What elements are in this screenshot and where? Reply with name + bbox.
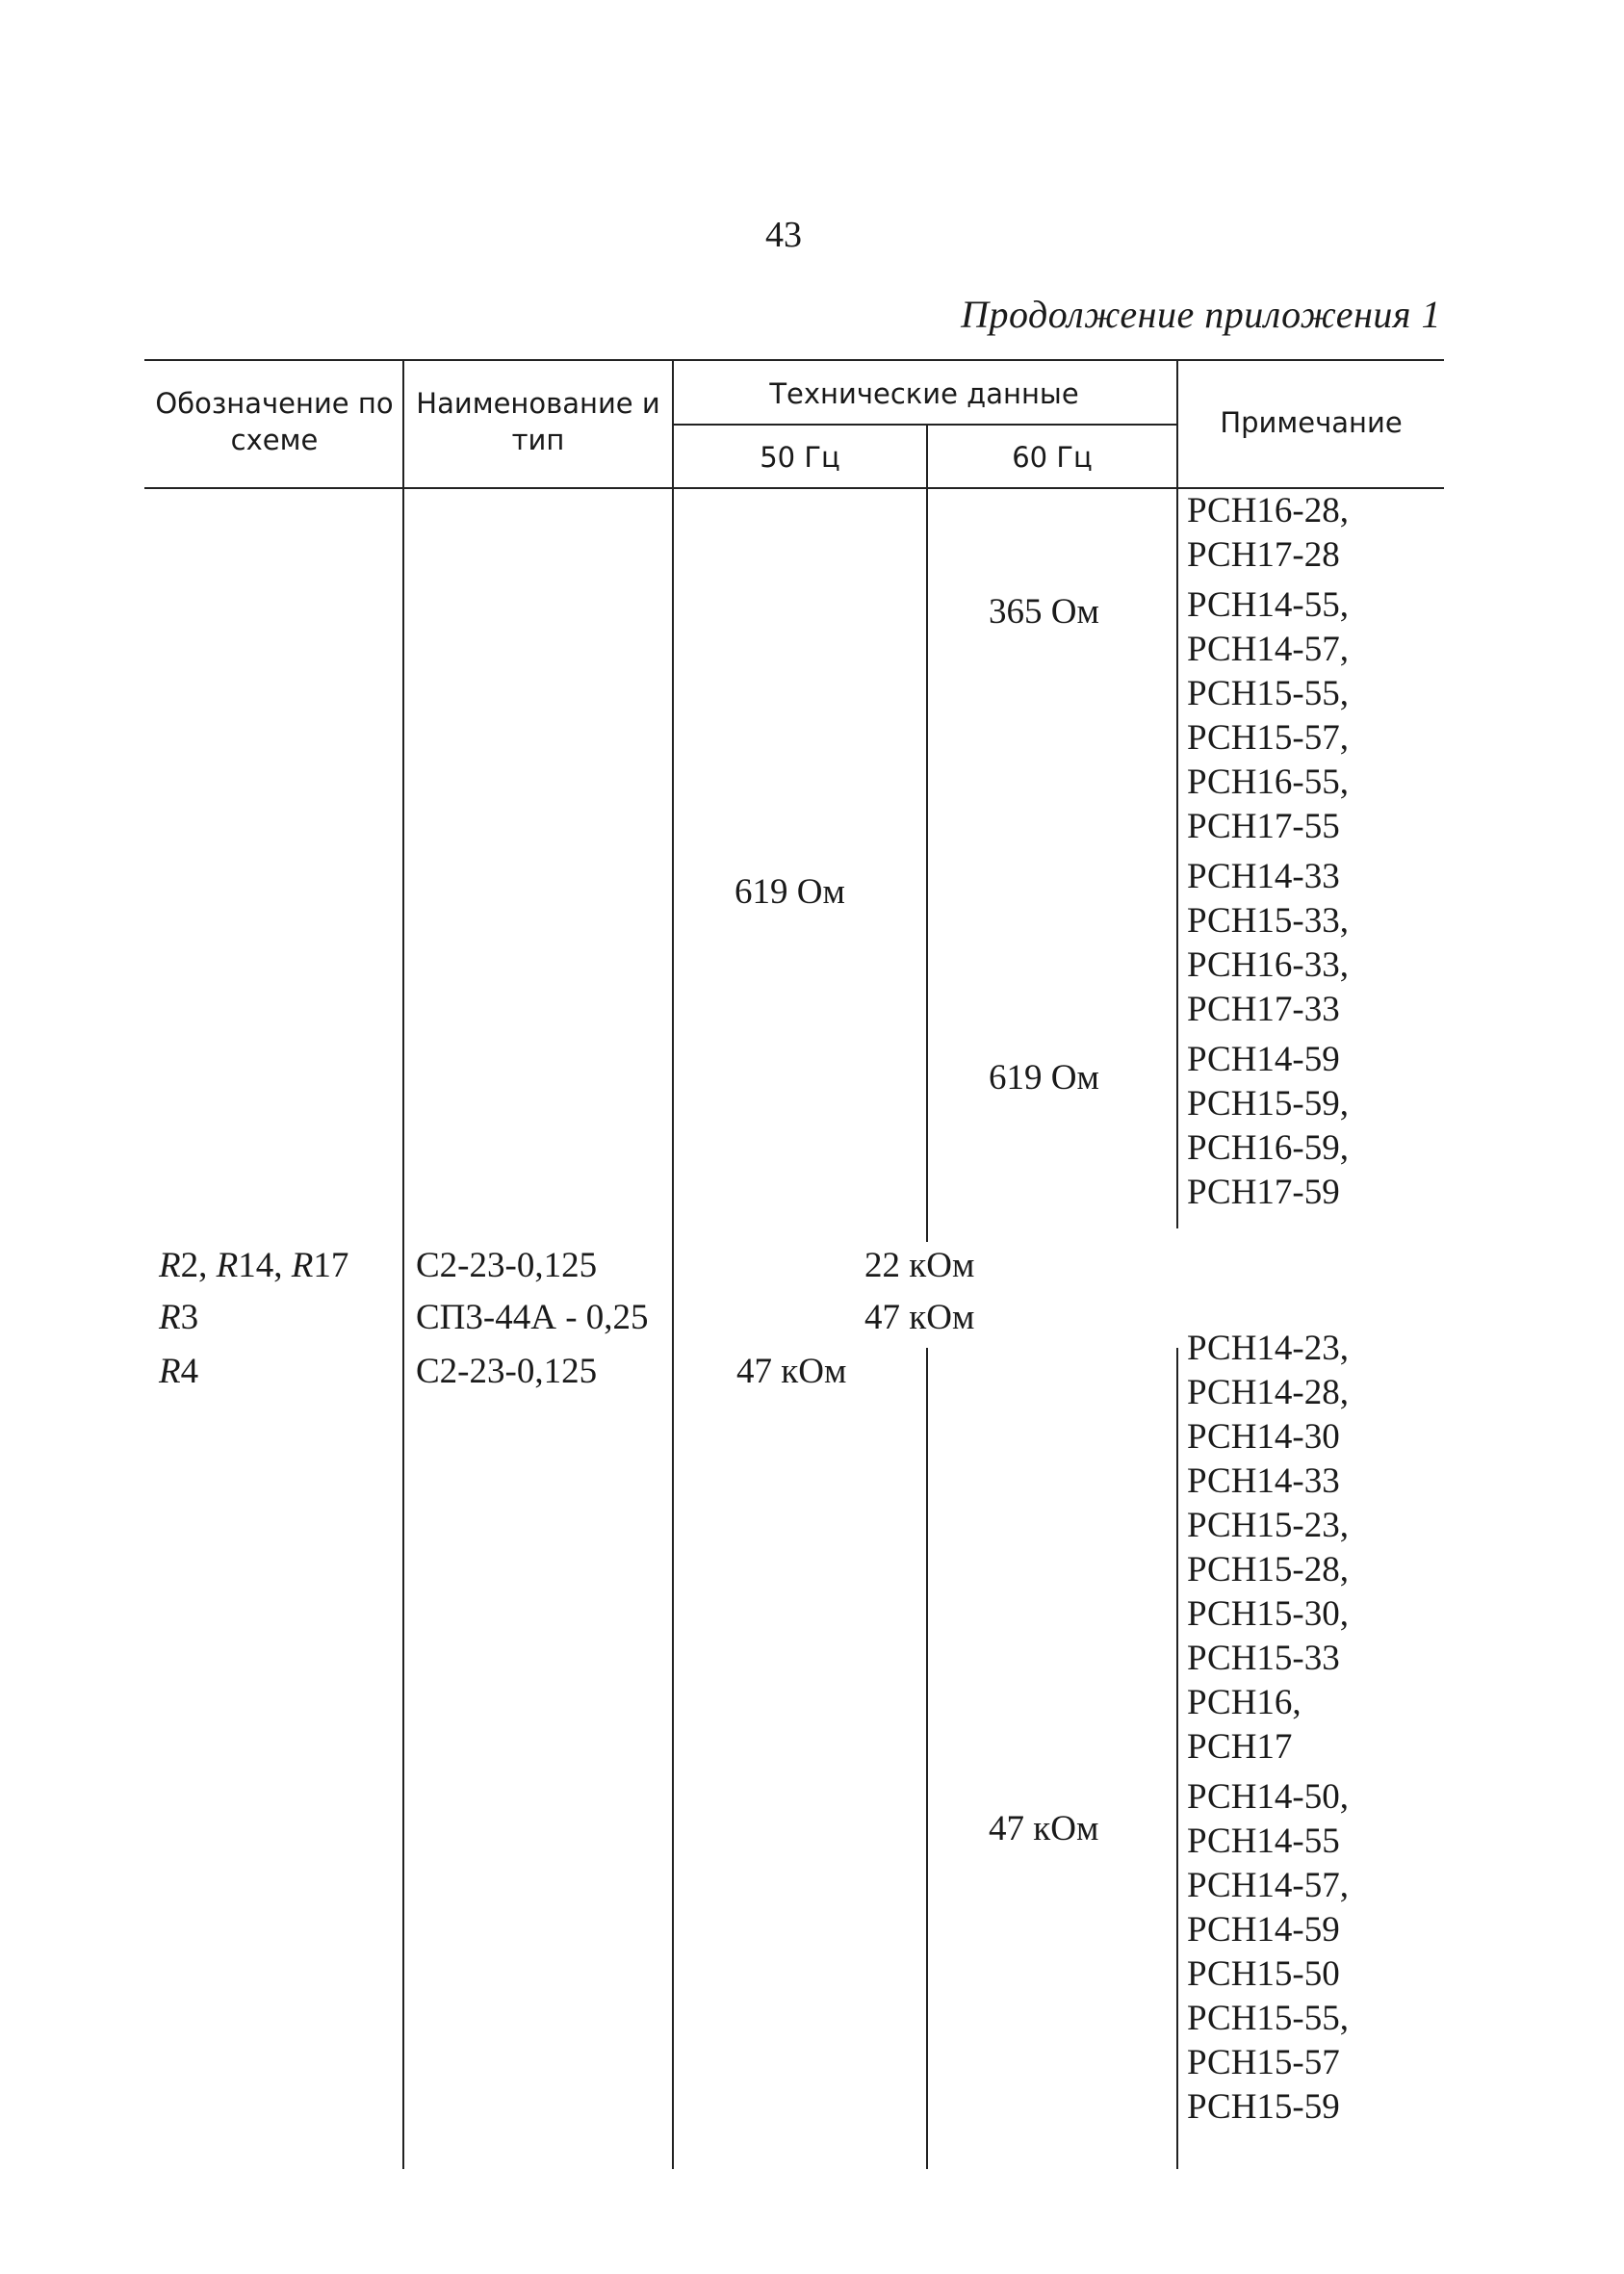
column-divider-2 (672, 359, 674, 2169)
row5-name-type: С2-23-0,125 (416, 1246, 598, 1285)
note-line: РСН15-59, (1187, 1084, 1349, 1124)
row6-name-type: СП3-44А - 0,25 (416, 1298, 649, 1337)
note-line: РСН14-55, (1187, 585, 1349, 625)
note-line: РСН16-28, (1187, 491, 1349, 530)
note-line: РСН16, (1187, 1683, 1302, 1722)
note-line: РСН15-55, (1187, 1999, 1349, 2038)
note-line: РСН14-23, (1187, 1329, 1349, 1368)
note-line: РСН15-23, (1187, 1506, 1349, 1545)
row7-designation: R4 (159, 1352, 199, 1391)
note-line: РСН15-57, (1187, 718, 1349, 758)
row6-designation: R3 (159, 1298, 199, 1337)
note-line: РСН15-57 (1187, 2043, 1340, 2082)
continuation-title: Продолжение приложения 1 (961, 293, 1441, 336)
notes-group-6 (1187, 1775, 1505, 2130)
notes-column (1187, 489, 1505, 2135)
header-note: Примечание (1220, 406, 1403, 439)
note-line: РСН14-57, (1187, 1866, 1349, 1905)
note-line: РСН14-33 (1187, 1461, 1340, 1501)
note-line: РСН15-33 (1187, 1639, 1340, 1678)
notes-group-1 (1187, 489, 1505, 578)
row2-60hz-value: 365 Ом (989, 592, 1099, 632)
header-name-type: Наименование и тип (416, 387, 660, 456)
note-line: РСН15-30, (1187, 1594, 1349, 1634)
note-line: РСН15-59 (1187, 2087, 1340, 2127)
note-line: РСН15-55, (1187, 674, 1349, 713)
note-line: РСН17 (1187, 1727, 1293, 1767)
page-number: 43 (765, 215, 802, 255)
notes-group-3 (1187, 855, 1505, 1032)
note-line: РСН16-55, (1187, 762, 1349, 802)
note-line: РСН14-55 (1187, 1822, 1340, 1861)
note-line: РСН15-28, (1187, 1550, 1349, 1589)
note-line: РСН17-33 (1187, 990, 1340, 1029)
note-line: РСН14-59 (1187, 1910, 1340, 1950)
row7-50hz-value: 47 кОм (736, 1352, 847, 1391)
row8-60hz-value: 47 кОм (989, 1809, 1099, 1848)
column-divider-3b (926, 1348, 928, 2169)
row7-name-type: С2-23-0,125 (416, 1352, 598, 1391)
row5-designation: R2, R14, R17 (159, 1246, 349, 1285)
row3-50hz-value: 619 Ом (735, 872, 845, 912)
note-line: РСН15-50 (1187, 1954, 1340, 1994)
header-60hz: 60 Гц (1012, 441, 1093, 474)
notes-group-4 (1187, 1038, 1505, 1215)
notes-group-5 (1187, 1327, 1505, 1770)
notes-spacer (1187, 1221, 1505, 1327)
header-50hz: 50 Гц (760, 441, 840, 474)
note-line: РСН17-55 (1187, 807, 1340, 846)
note-line: РСН16-33, (1187, 945, 1349, 985)
header-tech-data: Технические данные (769, 377, 1079, 410)
table-top-rule (144, 359, 1444, 361)
note-line: РСН14-33 (1187, 857, 1340, 896)
row5-merged-value: 22 кОм (864, 1246, 975, 1285)
note-line: РСН14-28, (1187, 1373, 1349, 1412)
column-divider-4 (1176, 359, 1178, 1228)
note-line: РСН14-50, (1187, 1777, 1349, 1817)
column-divider-1 (402, 359, 404, 2169)
note-line: РСН14-30 (1187, 1417, 1340, 1457)
row4-60hz-value: 619 Ом (989, 1058, 1099, 1098)
header-designation: Обозначение по схеме (155, 387, 394, 456)
note-line: РСН15-33, (1187, 901, 1349, 941)
column-divider-4b (1176, 1348, 1178, 2169)
note-line: РСН16-59, (1187, 1128, 1349, 1168)
column-divider-3 (926, 424, 928, 1242)
row6-merged-value: 47 кОм (864, 1298, 975, 1337)
subheader-rule (672, 424, 1176, 426)
note-line: РСН14-59 (1187, 1040, 1340, 1079)
notes-group-2 (1187, 583, 1505, 849)
note-line: РСН17-59 (1187, 1173, 1340, 1212)
note-line: РСН14-57, (1187, 630, 1349, 669)
note-line: РСН17-28 (1187, 535, 1340, 575)
